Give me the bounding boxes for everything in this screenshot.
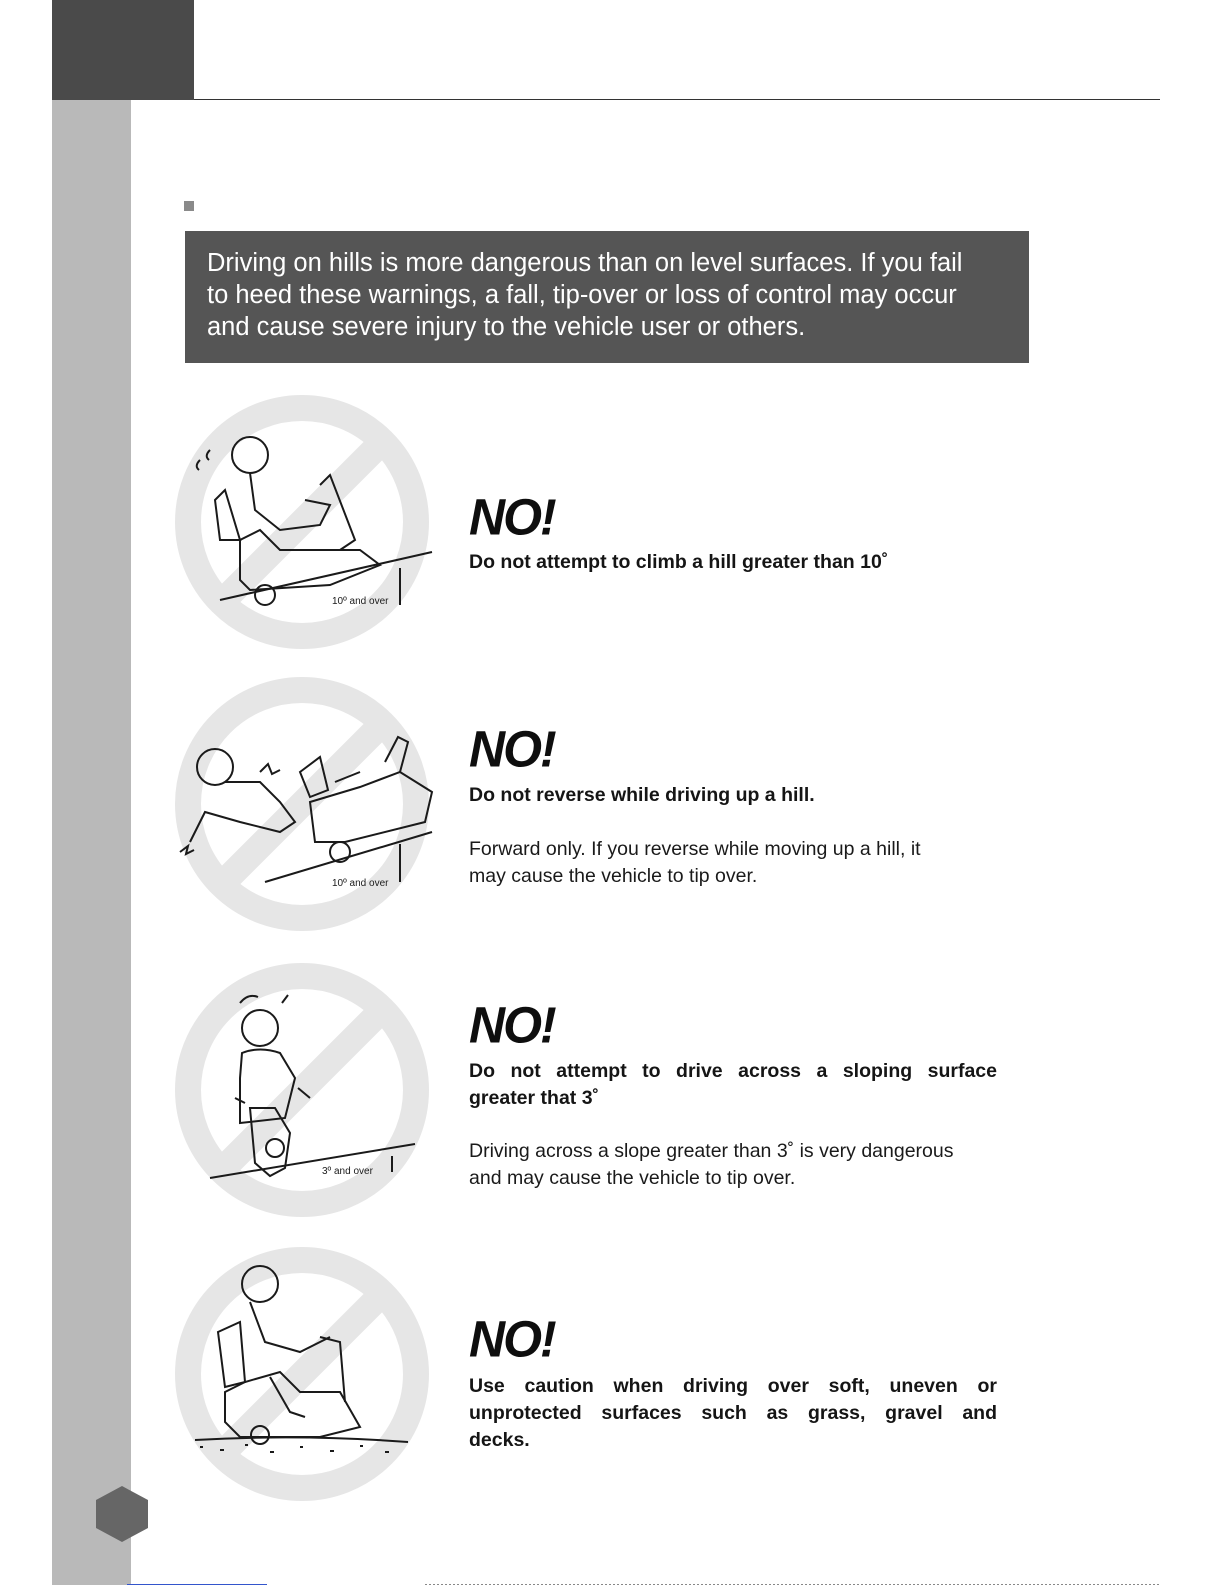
section-climb-hill <box>0 390 1225 655</box>
figure-caption: 10º and over <box>332 878 389 889</box>
warning-line: to heed these warnings, a fall, tip-over or loss of control may occur <box>207 281 957 309</box>
section-heading-line: greater that 3˚ <box>469 1087 600 1109</box>
section-heading-line: Do not attempt to drive across a sloping surface <box>469 1060 997 1082</box>
section-heading: Do not reverse while driving up a hill. <box>469 784 815 806</box>
figure-caption: 10º and over <box>332 596 389 607</box>
warning-box <box>185 231 1029 363</box>
no-label: NO! <box>469 488 555 546</box>
chapter-tab <box>52 0 194 100</box>
warning-line: Driving on hills is more dangerous than on level surfaces. If you fail <box>207 249 963 277</box>
section-heading-line: decks. <box>469 1429 530 1451</box>
section-heading: Do not attempt to climb a hill greater than 10˚ <box>469 551 889 573</box>
prohibition-sign-icon <box>170 958 435 1223</box>
warning-line: and cause severe injury to the vehicle user or others. <box>207 313 806 341</box>
section-cross-slope <box>0 958 1225 1223</box>
prohibition-sign-icon <box>170 1242 435 1507</box>
section-heading-line: Use caution when driving over soft, uneven or <box>469 1375 997 1397</box>
section-body-line: and may cause the vehicle to tip over. <box>469 1167 796 1189</box>
section-soft-surfaces <box>0 1242 1225 1507</box>
prohibition-sign-icon <box>170 390 435 655</box>
section-heading-line: unprotected surfaces such as grass, gravel and <box>469 1402 997 1424</box>
header-rule <box>194 99 1160 100</box>
no-label: NO! <box>469 996 555 1054</box>
section-body-line: Forward only. If you reverse while moving up a hill, it <box>469 838 921 860</box>
no-label: NO! <box>469 720 555 778</box>
figure-caption: 3º and over <box>322 1166 373 1177</box>
section-reverse-uphill <box>0 672 1225 937</box>
no-label: NO! <box>469 1310 555 1368</box>
prohibition-sign-icon <box>170 672 435 937</box>
section-body-line: Driving across a slope greater than 3˚ is very dangerous <box>469 1140 954 1162</box>
square-bullet-icon <box>184 201 194 211</box>
section-body-line: may cause the vehicle to tip over. <box>469 865 758 887</box>
